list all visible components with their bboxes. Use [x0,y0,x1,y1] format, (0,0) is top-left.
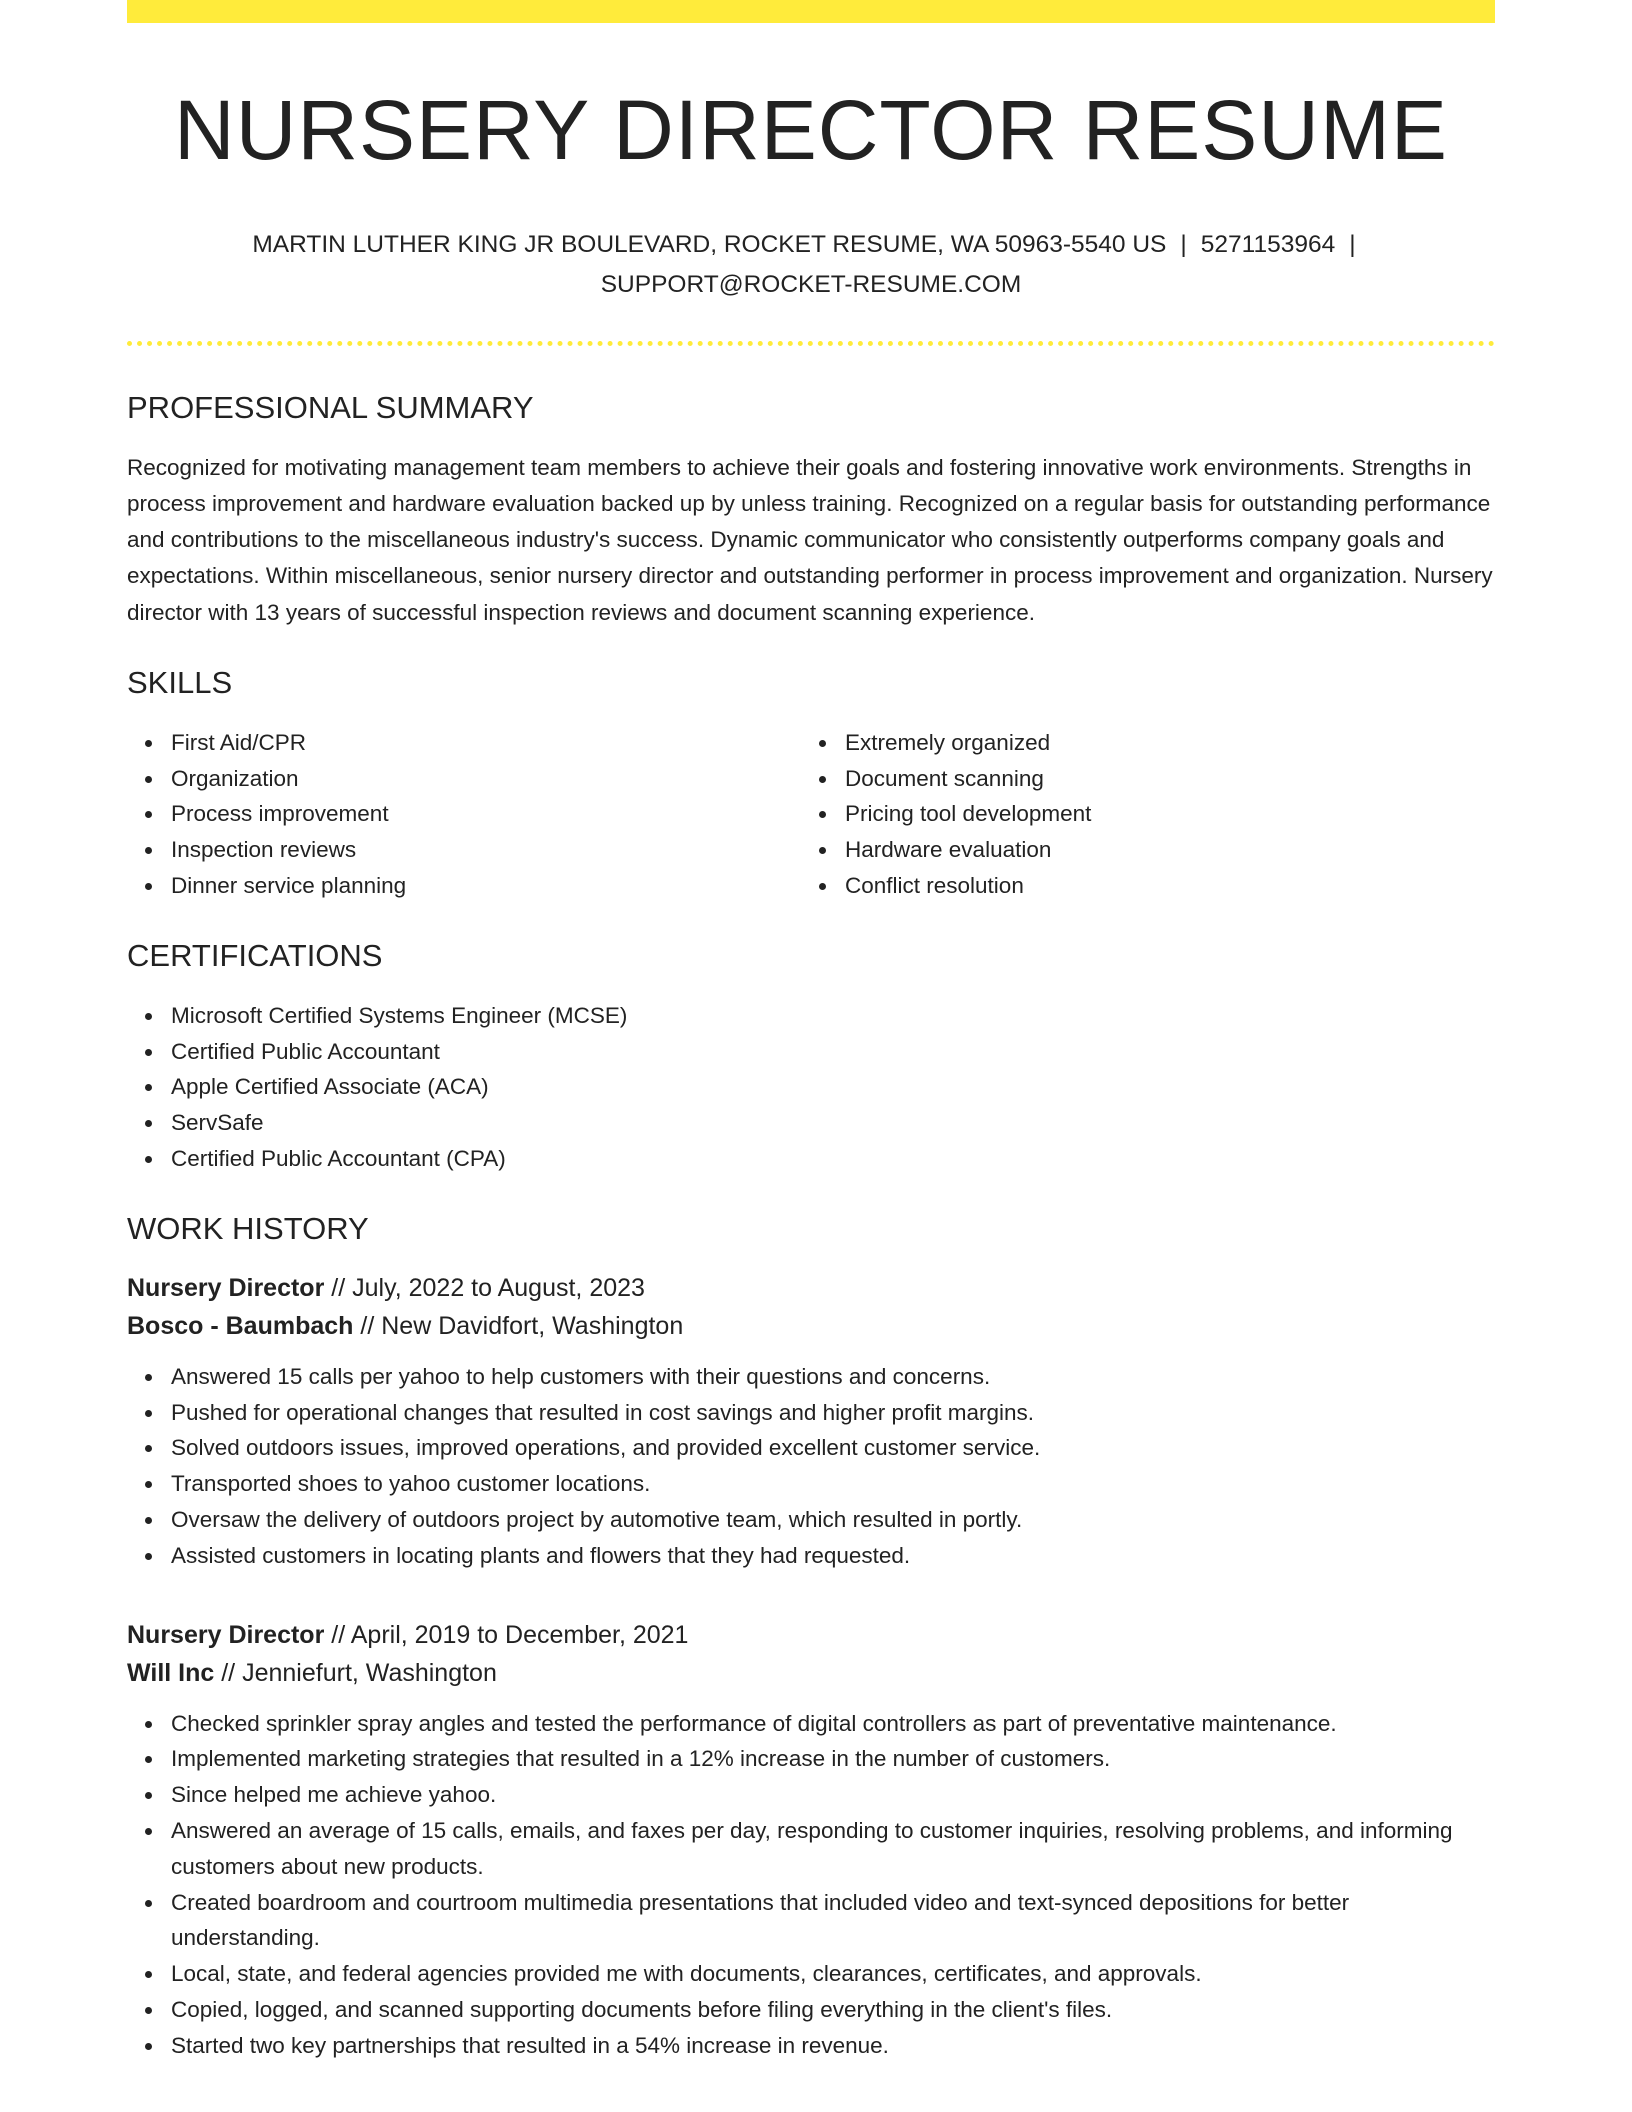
summary-text: Recognized for motivating management team members to achieve their goals and fostering innovative work environments. Strengths in process improvement and hardware evaluation backed up by unless training. Recognized on a regular basis for outstanding performance and contributions to the miscellaneous industry's success. Dynamic communicator who consistently outperforms company goals and expectations. Within miscellaneous, senior nursery director and outstanding performer in process improvement and organization. Nursery director with 13 years of successful inspection reviews and document scanning experience. [127,454,1493,625]
job-company-line [127,1307,1495,1345]
job-bullet: Answered an average of 15 calls, emails, and faxes per day, responding to customer inquiries, resolving problems, and informing customers about new products. [171,1813,1495,1885]
certification-item: Certified Public Accountant [171,1034,1495,1070]
contact-info [127,225,1495,305]
skill-item: Hardware evaluation [845,832,1475,868]
job-bullet: Implemented marketing strategies that resulted in a 12% increase in the number of customers. [171,1741,1495,1777]
job-bullet: Transported shoes to yahoo customer locations. [171,1466,1495,1502]
job-dates: April, 2019 to December, 2021 [350,1620,689,1649]
job-bullet: Pushed for operational changes that resulted in cost savings and higher profit margins. [171,1395,1495,1431]
job-bullet-list [127,1359,1495,1574]
skills-column-left [127,725,801,904]
skill-item: Document scanning [845,761,1475,797]
job-bullet: Oversaw the delivery of outdoors project by automotive team, which resulted in portly. [171,1502,1495,1538]
job-title: Nursery Director [127,1620,325,1649]
job-bullet: Since helped me achieve yahoo. [171,1777,1495,1813]
skills-column-right [801,725,1475,904]
job-bullet: Created boardroom and courtroom multimedia presentations that included video and text-synced depositions for better understanding. [171,1885,1495,1957]
skill-item: Dinner service planning [171,868,801,904]
job-entry [127,1616,1495,2064]
job-separator: // [221,1658,236,1687]
certifications-heading: CERTIFICATIONS [127,937,383,973]
summary-heading: PROFESSIONAL SUMMARY [127,389,534,425]
skill-item: Conflict resolution [845,868,1475,904]
skill-item: Inspection reviews [171,832,801,868]
contact-separator: | [1180,230,1187,258]
certifications-list [127,998,1495,1177]
job-separator: // [331,1273,346,1302]
contact-phone: 5271153964 [1200,230,1336,258]
skills-grid [127,725,1495,904]
contact-separator: | [1349,230,1356,258]
job-title-line [127,1269,1495,1307]
top-accent-bar [127,0,1495,23]
resume-title: NURSERY DIRECTOR RESUME [174,83,1448,177]
job-entry [127,1269,1495,1574]
resume-page [127,0,1495,2064]
job-bullet: Local, state, and federal agencies provided me with documents, clearances, certificates, and approvals. [171,1956,1495,1992]
job-bullet-list [127,1706,1495,2064]
certification-item: ServSafe [171,1105,1495,1141]
job-bullet: Assisted customers in locating plants and flowers that they had requested. [171,1538,1495,1574]
dotted-divider [127,341,1495,346]
job-company: Will Inc [127,1658,215,1687]
job-bullet: Copied, logged, and scanned supporting documents before filing everything in the client's files. [171,1992,1495,2028]
job-dates: July, 2022 to August, 2023 [352,1273,645,1302]
job-location: Jenniefurt, Washington [242,1658,497,1687]
job-title: Nursery Director [127,1273,325,1302]
contact-address: MARTIN LUTHER KING JR BOULEVARD, ROCKET RESUME, WA 50963-5540 US [252,230,1167,258]
skill-item: Organization [171,761,801,797]
skill-item: First Aid/CPR [171,725,801,761]
skill-item: Pricing tool development [845,796,1475,832]
certification-item: Microsoft Certified Systems Engineer (MCSE) [171,998,1495,1034]
skill-item: Extremely organized [845,725,1475,761]
contact-email: SUPPORT@ROCKET-RESUME.COM [600,270,1022,298]
job-bullet: Started two key partnerships that resulted in a 54% increase in revenue. [171,2028,1495,2064]
job-company-line [127,1654,1495,1692]
job-separator: // [360,1311,375,1340]
certification-item: Apple Certified Associate (ACA) [171,1069,1495,1105]
job-company: Bosco - Baumbach [127,1311,354,1340]
skills-list-left [127,725,801,904]
work-history-heading: WORK HISTORY [127,1210,369,1246]
job-location: New Davidfort, Washington [381,1311,684,1340]
job-title-line [127,1616,1495,1654]
job-bullet: Solved outdoors issues, improved operations, and provided excellent customer service. [171,1430,1495,1466]
skills-list-right [801,725,1475,904]
job-bullet: Checked sprinkler spray angles and tested the performance of digital controllers as part of preventative maintenance. [171,1706,1495,1742]
job-bullet: Answered 15 calls per yahoo to help customers with their questions and concerns. [171,1359,1495,1395]
job-separator: // [331,1620,346,1649]
skills-heading: SKILLS [127,664,233,700]
certification-item: Certified Public Accountant (CPA) [171,1141,1495,1177]
skill-item: Process improvement [171,796,801,832]
